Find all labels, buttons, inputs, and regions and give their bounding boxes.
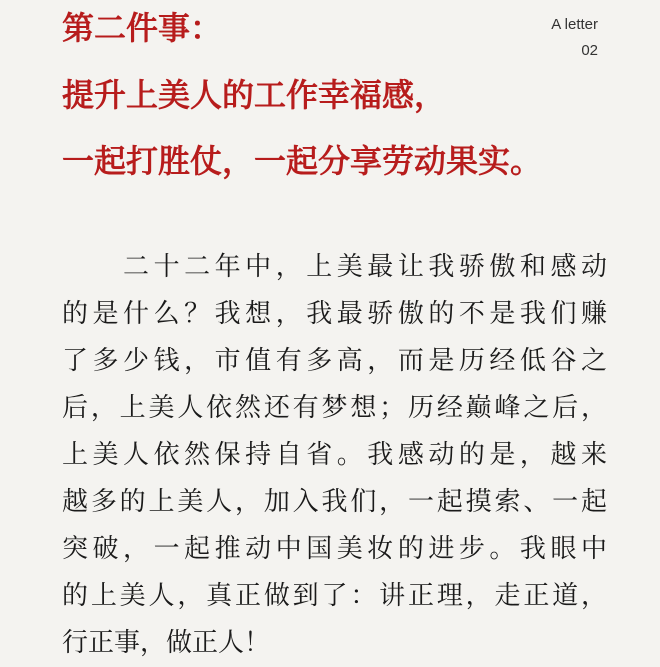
body-line: 行正事，做正人！	[62, 628, 271, 658]
body-line: 上美人依然保持自省。我感动的是，越来	[62, 440, 607, 470]
letter-label: A letter	[551, 16, 598, 33]
body-line: 的是什么？我想，我最骄傲的不是我们赚	[62, 299, 607, 329]
body-line: 越多的上美人，加入我们，一起摸索、一起	[62, 487, 607, 517]
page-corner-label	[551, 12, 598, 64]
body-line: 后，上美人依然还有梦想；历经巅峰之后，	[62, 393, 607, 423]
section-heading	[62, 9, 543, 180]
letter-body	[62, 244, 607, 667]
heading-line-3: 一起打胜仗，一起分享劳动果实。	[62, 142, 543, 180]
heading-line-1: 第二件事：	[62, 9, 223, 47]
page-number: 02	[581, 42, 598, 59]
heading-line-2: 提升上美人的工作幸福感，	[62, 76, 447, 114]
body-line: 二十二年中，上美最让我骄傲和感动	[62, 252, 607, 282]
body-line: 的上美人，真正做到了：讲正理，走正道，	[62, 581, 607, 611]
body-line: 突破，一起推动中国美妆的进步。我眼中	[62, 534, 607, 564]
body-line: 了多少钱，市值有多高，而是历经低谷之	[62, 346, 607, 376]
